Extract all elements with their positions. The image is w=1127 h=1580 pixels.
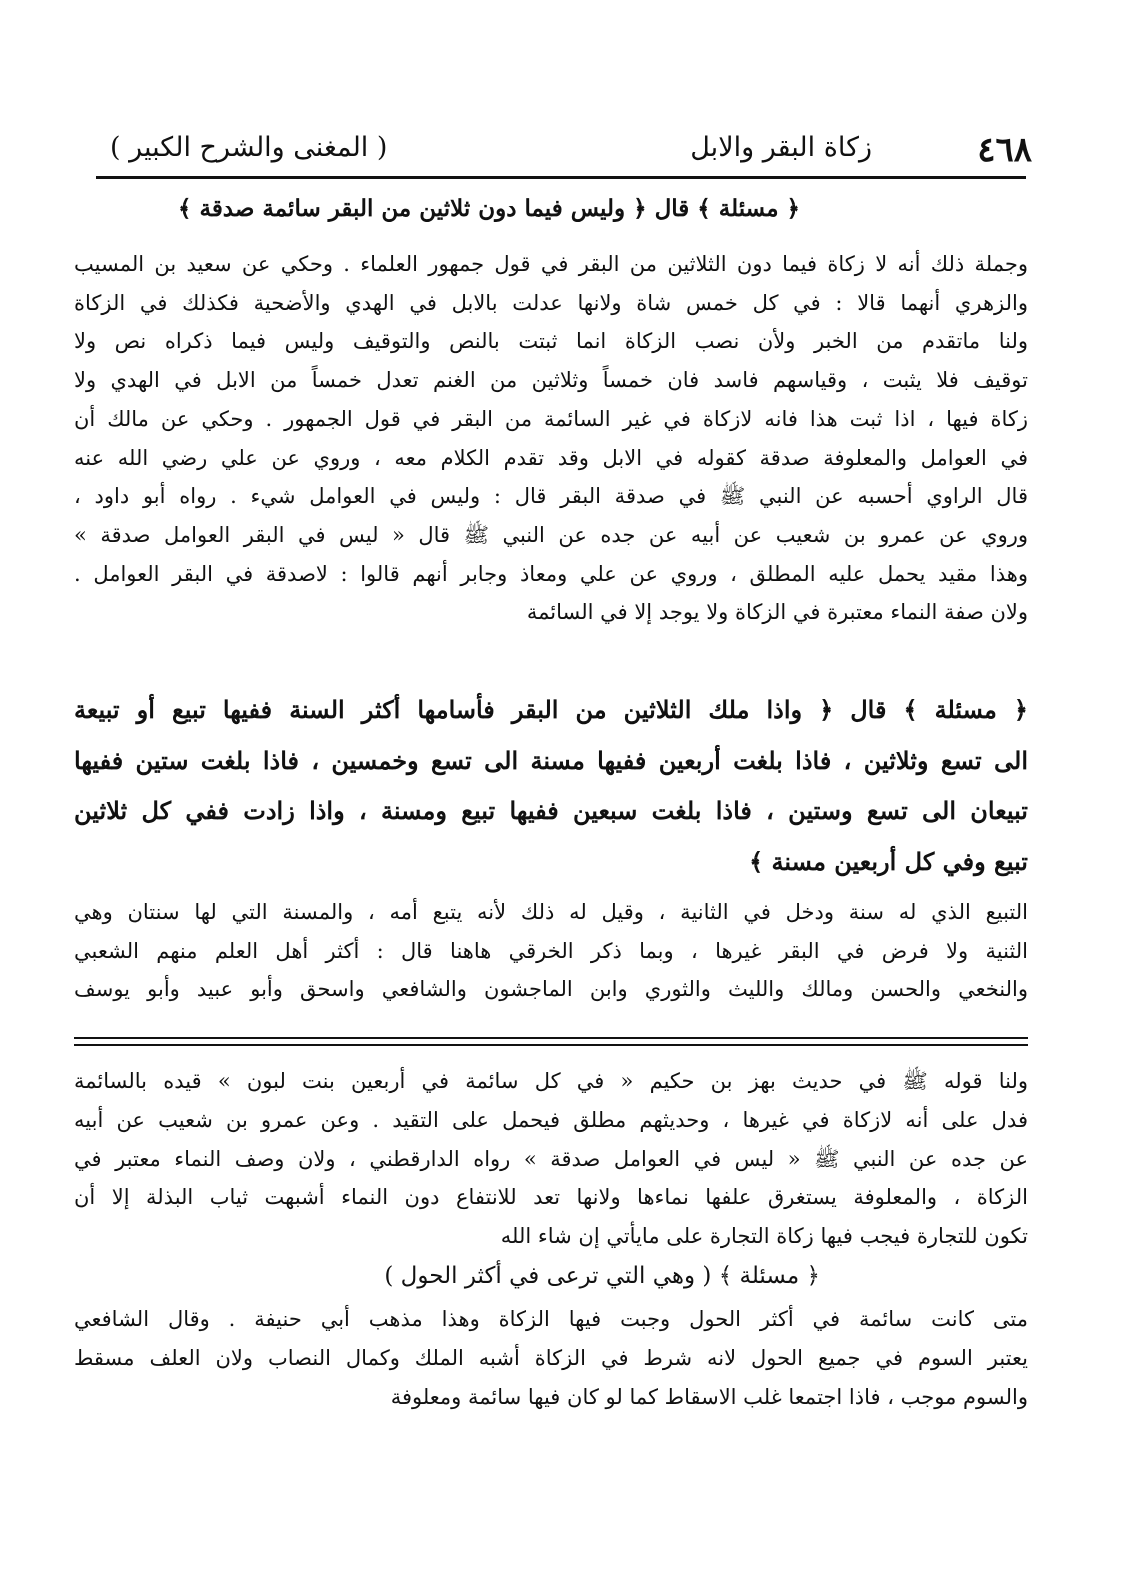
text-line: الزكاة ، والمعلوفة يستغرق علفها نماءها ولانها تعد للانتفاع دون النماء أشبهت ثياب البذلة إلا أن [74, 1185, 1028, 1210]
text-line: التبيع الذي له سنة ودخل في الثانية ، وقيل له ذلك لأنه يتبع أمه ، والمسنة التي لها سنتان وهي [74, 900, 1028, 924]
text-line: ولنا ماتقدم من الخبر ولأن نصب الزكاة انما ثبتت بالنص والتوقيف وليس فيما ذكراه نص ولا [74, 329, 1029, 354]
footnote-rule-top [74, 1037, 1028, 1039]
page-number: ٤٦٨ [977, 130, 1032, 170]
text-line: وجملة ذلك أنه لا زكاة فيما دون الثلاثين من البقر في قول جمهور العلماء . وحكي عن سعيد بن المسيب [74, 252, 1028, 276]
masala-2 [74, 685, 1028, 887]
text-line: فدل على أنه لازكاة في غيرها ، وحديثهم مطلق فيحمل على التقيد . وعن عمرو بن شعيب عن أبيه [74, 1107, 1028, 1132]
text-line: وهذا مقيد يحمل عليه المطلق ، وروي عن علي ومعاذ وجابر أنهم قالوا : لاصدقة في البقر العوامل . [74, 561, 1028, 586]
text-line: وروي عن عمرو بن شعيب عن أبيه عن جده عن النبي ﷺ قال « ليس في البقر العوامل صدقة » [74, 522, 1028, 547]
text-line: الثنية ولا فرض في البقر غيرها ، وبما ذكر الخرقي هاهنا قال : أكثر أهل العلم منهم الشعبي [74, 938, 1028, 963]
heading-text: ﴿ مسئلة ﴾ قال ﴿ وليس فيما دون ثلاثين من البقر سائمة صدقة ﴾ [178, 195, 800, 222]
paragraph-2 [74, 893, 1028, 1009]
masala-heading-1 [178, 190, 800, 229]
text-line: الى تسع وثلاثين ، فاذا بلغت أربعين ففيها مسنة الى تسع وخمسين ، فاذا بلغت ستين ففيها [74, 745, 1028, 775]
text-line: ﴿ مسئلة ﴾ قال ﴿ واذا ملك الثلاثين من البقر فأسامها أكثر السنة ففيها تبيع أو تبيعة [74, 695, 1028, 724]
text-line: تكون للتجارة فيجب فيها زكاة التجارة على مايأتي إن شاء الله [500, 1224, 1028, 1249]
paragraph-1 [74, 245, 1028, 632]
text-line: يعتبر السوم في جميع الحول لانه شرط في الزكاة أشبه الملك وكمال النصاب ولان العلف مسقط [74, 1345, 1028, 1370]
section-title: زكاة البقر والابل [690, 132, 872, 163]
text-line: متى كانت سائمة في أكثر الحول وجبت فيها الزكاة وهذا مذهب أبي حنيفة . وقال الشافعي [74, 1307, 1028, 1331]
text-line: زكاة فيها ، اذا ثبت هذا فانه لازكاة في غير السائمة من البقر في قول الجمهور . وحكي عن مالك أن [74, 406, 1028, 431]
text-line: والزهري أنهما قالا : في كل خمس شاة ولانها عدلت بالابل في الهدي والأضحية فكذلك في الزكاة [74, 290, 1028, 315]
text-line: ولان صفة النماء معتبرة في الزكاة ولا يوجد إلا في السائمة [526, 600, 1028, 625]
text-line: توقيف فلا يثبت ، وقياسهم فاسد فان خمساً وثلاثين من الغنم تعدل خمساً من الابل في الهدي ولا [74, 368, 1028, 393]
paragraph-4 [74, 1300, 1028, 1416]
text-line: تبيعان الى تسع وستين ، فاذا بلغت سبعين ففيها تبيع ومسنة ، واذا زادت ففي كل ثلاثين [74, 796, 1028, 825]
text-line: والسوم موجب ، فاذا اجتمعا غلب الاسقاط كما لو كان فيها سائمة ومعلوفة [390, 1384, 1028, 1409]
paragraph-3 [74, 1062, 1028, 1256]
book-title: ( المغنى والشرح الكبير ) [110, 132, 388, 163]
text-line: قال الراوي أحسبه عن النبي ﷺ في صدقة البقر قال : وليس في العوامل شيء . رواه أبو داود ، [74, 484, 1028, 509]
masala-heading-3 [384, 1257, 820, 1296]
text-line: في العوامل والمعلوفة صدقة كقوله في الابل وقد تقدم الكلام معه ، وروي عن علي رضي الله عنه [74, 445, 1028, 470]
text-line: تبيع وفي كل أربعين مسنة ﴾ [749, 846, 1028, 876]
footnote-rule-bottom [74, 1044, 1028, 1046]
text-line: عن جده عن النبي ﷺ « ليس في العوامل صدقة » رواه الدارقطني ، ولان وصف النماء معتبر في [74, 1146, 1028, 1171]
running-header [96, 128, 1032, 174]
text-line: ولنا قوله ﷺ في حديث بهز بن حكيم « في كل سائمة في أربعين بنت لبون » قيده بالسائمة [74, 1069, 1028, 1093]
text-line: والنخعي والحسن ومالك والليث والثوري وابن الماجشون والشافعي واسحق وأبو عبيد وأبو يوسف [74, 977, 1028, 1002]
heading-text: ﴿ مسئلة ﴾ ( وهي التي ترعى في أكثر الحول ) [384, 1263, 820, 1289]
header-rule [96, 176, 1026, 179]
